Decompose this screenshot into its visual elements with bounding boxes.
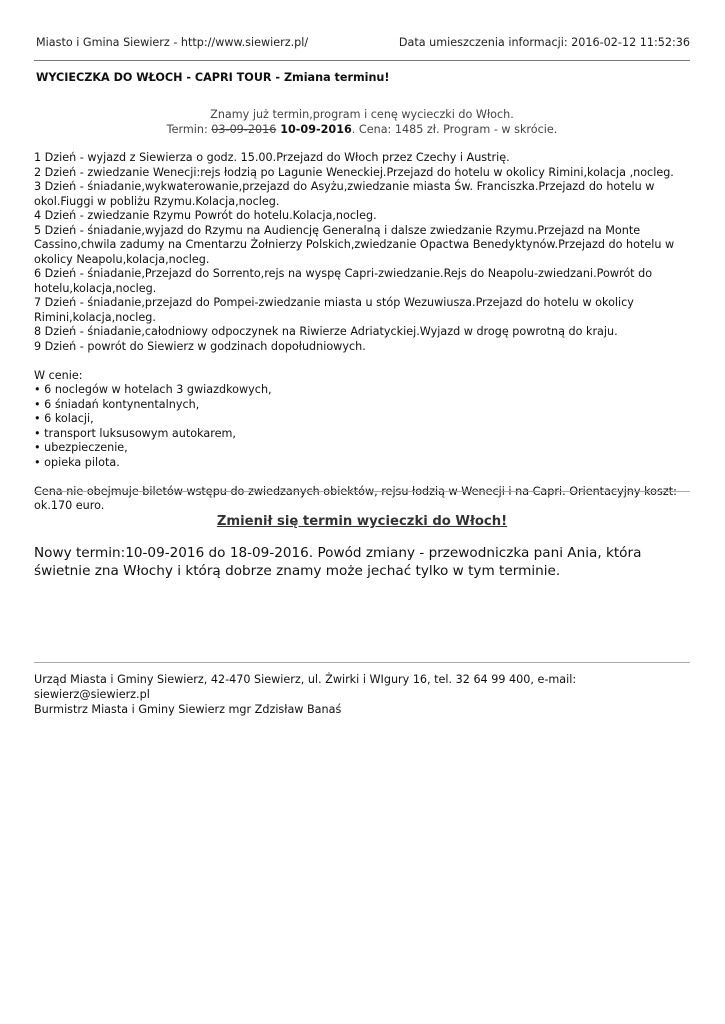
term-label: Termin: [166, 122, 212, 136]
intro-line-1: Znamy już termin,program i cenę wycieczki do Włoch. [210, 108, 514, 121]
intro-block [34, 108, 690, 137]
header-divider [34, 60, 690, 61]
intro-rest: . Cena: 1485 zł. Program - w skrócie. [351, 122, 558, 136]
page-footer [34, 672, 690, 717]
footer-divider [34, 662, 690, 663]
program-day-2: 2 Dzień - zwiedzanie Wenecji:rejs łodzią po Lagunie Weneckiej.Przejazd do hotelu w okolicy Rimini,kolacja ,nocleg. [34, 165, 674, 179]
program-body [34, 151, 694, 514]
program-day-3: 3 Dzień - śniadanie,wykwaterowanie,przejazd do Asyżu,zwiedzanie miasta Św. Franciszka.Przejazd do hotelu w okol.Fiuggi w pobliżu Rzymu.Kolacja,nocleg. [34, 180, 655, 208]
section-divider [34, 491, 690, 492]
change-heading: Zmienił się termin wycieczki do Włoch! [216, 514, 508, 529]
new-date: 10-09-2016 [276, 122, 352, 136]
program-day-5: 5 Dzień - śniadanie,wyjazd do Rzymu na Audiencję Generalną i dalsze zwiedzanie Rzymu.Przejazd na Monte Cassino,chwila zadumy na Cmentarzu Żołnierzy Polskich,zwiedzanie Opactwa Benedyktynów.Przejazd do hotelu w okolicy Neapolu,kolacja,nocleg. [34, 223, 675, 266]
spacer [34, 354, 694, 369]
price-item: • ubezpieczenie, [34, 441, 128, 454]
header-site: Miasto i Gmina Siewierz - http://www.siewierz.pl/ [36, 36, 309, 49]
article-title: WYCIECZKA DO WŁOCH - CAPRI TOUR - Zmiana terminu! [36, 71, 390, 84]
price-item: • transport luksusowym autokarem, [34, 426, 236, 440]
old-date: 03-09-2016 [211, 122, 277, 136]
program-day-6: 6 Dzień - śniadanie,Przejazd do Sorrento,rejs na wyspę Capri-zwiedzanie.Rejs do Neapolu-zwiedzani.Powrót do hotelu,kolacja,nocleg. [34, 267, 653, 295]
price-item: • 6 śniadań kontynentalnych, [34, 397, 200, 411]
price-item: • opieka pilota. [34, 455, 120, 469]
intro-line-2 [34, 123, 690, 138]
program-day-1: 1 Dzień - wyjazd z Siewierza o godz. 15.00.Przejazd do Włoch przez Czechy i Austrię. [34, 151, 510, 164]
change-notice: Nowy termin:10-09-2016 do 18-09-2016. Powód zmiany - przewodniczka pani Ania, która świetnie zna Włochy i którą dobrze znamy może jechać tylko w tym terminie. [34, 545, 642, 579]
program-day-9: 9 Dzień - powrót do Siewierz w godzinach dopołudniowych. [34, 339, 366, 353]
spacer [34, 470, 694, 485]
price-includes-label: W cenie: [34, 368, 83, 382]
price-note: Cena nie obejmuje biletów wstępu do zwiedzanych obiektów, rejsu łodzią w Wenecji i na Capri. Orientacyjny koszt: ok.170 euro. [34, 484, 677, 512]
price-item: • 6 noclegów w hotelach 3 gwiazdkowych, [34, 383, 272, 396]
program-day-4: 4 Dzień - zwiedzanie Rzymu Powrót do hotelu.Kolacja,nocleg. [34, 209, 377, 222]
price-item: • 6 kolacji, [34, 412, 94, 425]
program-day-8: 8 Dzień - śniadanie,całodniowy odpoczynek na Riwierze Adriatyckiej.Wyjazd w drogę powrotną do kraju. [34, 325, 618, 338]
footer-mayor: Burmistrz Miasta i Gminy Siewierz mgr Zdzisław Banaś [34, 703, 342, 716]
footer-address: Urząd Miasta i Gminy Siewierz, 42-470 Siewierz, ul. Żwirki i WIgury 16, tel. 32 64 99 400, e-mail: siewierz@siewierz.pl [34, 673, 577, 701]
header-date: Data umieszczenia informacji: 2016-02-12 11:52:36 [398, 36, 690, 49]
program-day-7: 7 Dzień - śniadanie,przejazd do Pompei-zwiedzanie miasta u stóp Wezuwiusza.Przejazd do hotelu w okolicy Rimini,kolacja,nocleg. [34, 296, 634, 324]
